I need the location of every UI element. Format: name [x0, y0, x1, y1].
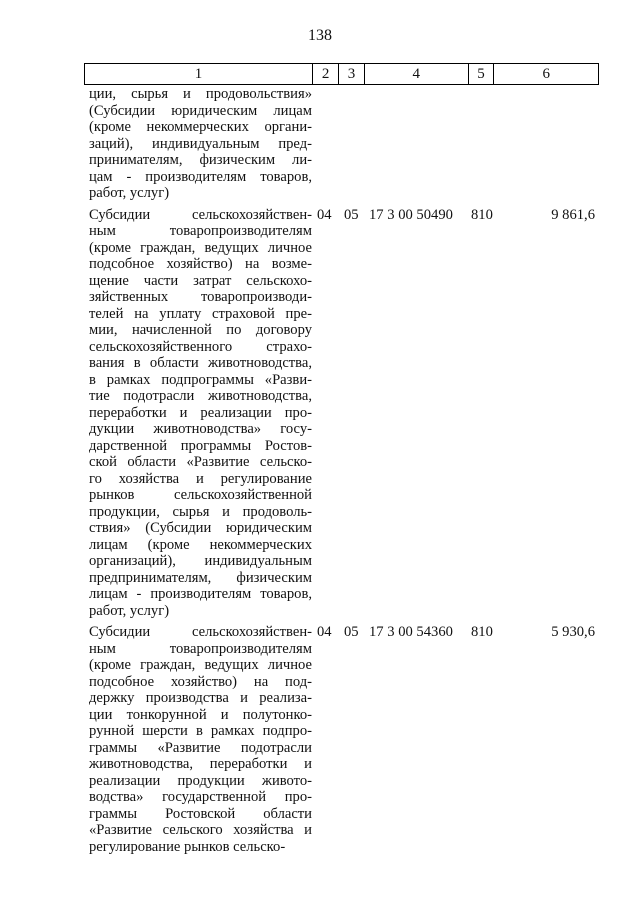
header-cell-6: 6: [493, 64, 598, 84]
description-line: щение части затрат сельскохо-: [89, 272, 312, 289]
description-line: цам - производителям товаров,: [89, 168, 312, 185]
description-line: рынков сельскохозяйственной: [89, 487, 312, 503]
row-subsection-code: 05: [344, 624, 359, 640]
header-cell-1: 1: [194, 66, 203, 82]
description-line: го хозяйства и регулирование: [89, 470, 312, 487]
table-row: [84, 207, 599, 620]
description-line: ным товаропроизводителям: [89, 640, 312, 657]
description-line: ции, сырья и продовольствия»: [89, 86, 312, 102]
description-line: ствия» (Субсидии юридическим: [89, 520, 312, 536]
description-line: держку производства и реализа-: [89, 690, 312, 706]
continuation-description: [84, 86, 312, 202]
description-line: граммы Ростовской области: [89, 805, 312, 822]
description-line: регулирование рынков сельско-: [89, 838, 286, 855]
page-number: 138: [308, 27, 332, 44]
row-section-code: 04: [317, 206, 332, 223]
table-body: [84, 86, 599, 855]
table-header-row: [84, 63, 599, 85]
description-line: лицам (кроме некоммерческих: [89, 536, 312, 553]
description-line: предпринимателям, физическим: [89, 569, 312, 586]
description-line: организаций), индивидуальным: [89, 553, 312, 569]
row-description: [84, 624, 312, 855]
description-line: заций), индивидуальным пред-: [89, 135, 312, 152]
row-target-article-code: 17 3 00 54360: [369, 624, 453, 640]
description-line: мии, начисленной по договору: [89, 322, 312, 338]
description-line: работ, услуг): [89, 185, 170, 201]
description-line: реализации продукции живото-: [89, 772, 312, 789]
description-line: дукции животноводства» госу-: [89, 421, 312, 437]
description-line: принимателям, физическим ли-: [89, 152, 312, 168]
description-line: рунной шерсти в рамках подпро-: [89, 723, 312, 739]
description-line: Субсидии сельскохозяйствен-: [89, 624, 312, 640]
description-line: подсобное хозяйство) на возме-: [89, 256, 312, 272]
description-line: ным товаропроизводителям: [89, 223, 312, 239]
description-line: (кроме граждан, ведущих личное: [89, 239, 312, 256]
description-line: (Субсидии юридическим лицам: [89, 102, 312, 119]
description-line: дарственной программы Ростов-: [89, 437, 312, 454]
description-line: вания в области животноводства,: [89, 355, 312, 371]
row-subsection-code: 05: [344, 206, 359, 223]
header-cell-2: 2: [312, 64, 338, 84]
description-line: животноводства, переработки и: [89, 756, 312, 772]
table-row-continuation: [84, 86, 599, 202]
description-line: сельскохозяйственного страхо-: [89, 338, 312, 355]
description-line: подсобное хозяйство) на под-: [89, 673, 312, 690]
description-line: ской области «Развитие сельско-: [89, 454, 312, 470]
description-line: телей на уплату страховой пре-: [89, 305, 312, 322]
description-line: Субсидии сельскохозяйствен-: [89, 206, 312, 223]
description-line: водства» государственной про-: [89, 789, 312, 805]
row-section-code: 04: [317, 624, 332, 640]
description-line: ции тонкорунной и полутонко-: [89, 706, 312, 723]
description-line: работ, услуг): [89, 602, 170, 619]
description-line: переработки и реализации про-: [89, 404, 312, 421]
description-line: в рамках подпрограммы «Разви-: [89, 371, 312, 388]
header-cell-3: 3: [338, 64, 364, 84]
description-line: зяйственных товаропроизводи-: [89, 289, 312, 305]
description-line: «Развитие сельского хозяйства и: [89, 822, 312, 838]
row-description: [84, 207, 312, 620]
row-expense-type-code: 810: [471, 624, 493, 640]
description-line: лицам - производителям товаров,: [89, 586, 312, 602]
table-row: [84, 624, 599, 855]
row-amount: 5 930,6: [551, 624, 595, 640]
header-cell-4: 4: [364, 64, 468, 84]
row-amount: 9 861,6: [551, 206, 595, 223]
description-line: (кроме некоммерческих органи-: [89, 119, 312, 135]
header-cell-5: 5: [468, 64, 494, 84]
description-line: граммы «Развитие подотрасли: [89, 739, 312, 756]
description-line: продукции, сырья и продоволь-: [89, 503, 312, 520]
row-expense-type-code: 810: [471, 206, 493, 223]
description-line: (кроме граждан, ведущих личное: [89, 657, 312, 673]
row-target-article-code: 17 3 00 50490: [369, 206, 453, 223]
description-line: тие подотрасли животноводства,: [89, 388, 312, 404]
